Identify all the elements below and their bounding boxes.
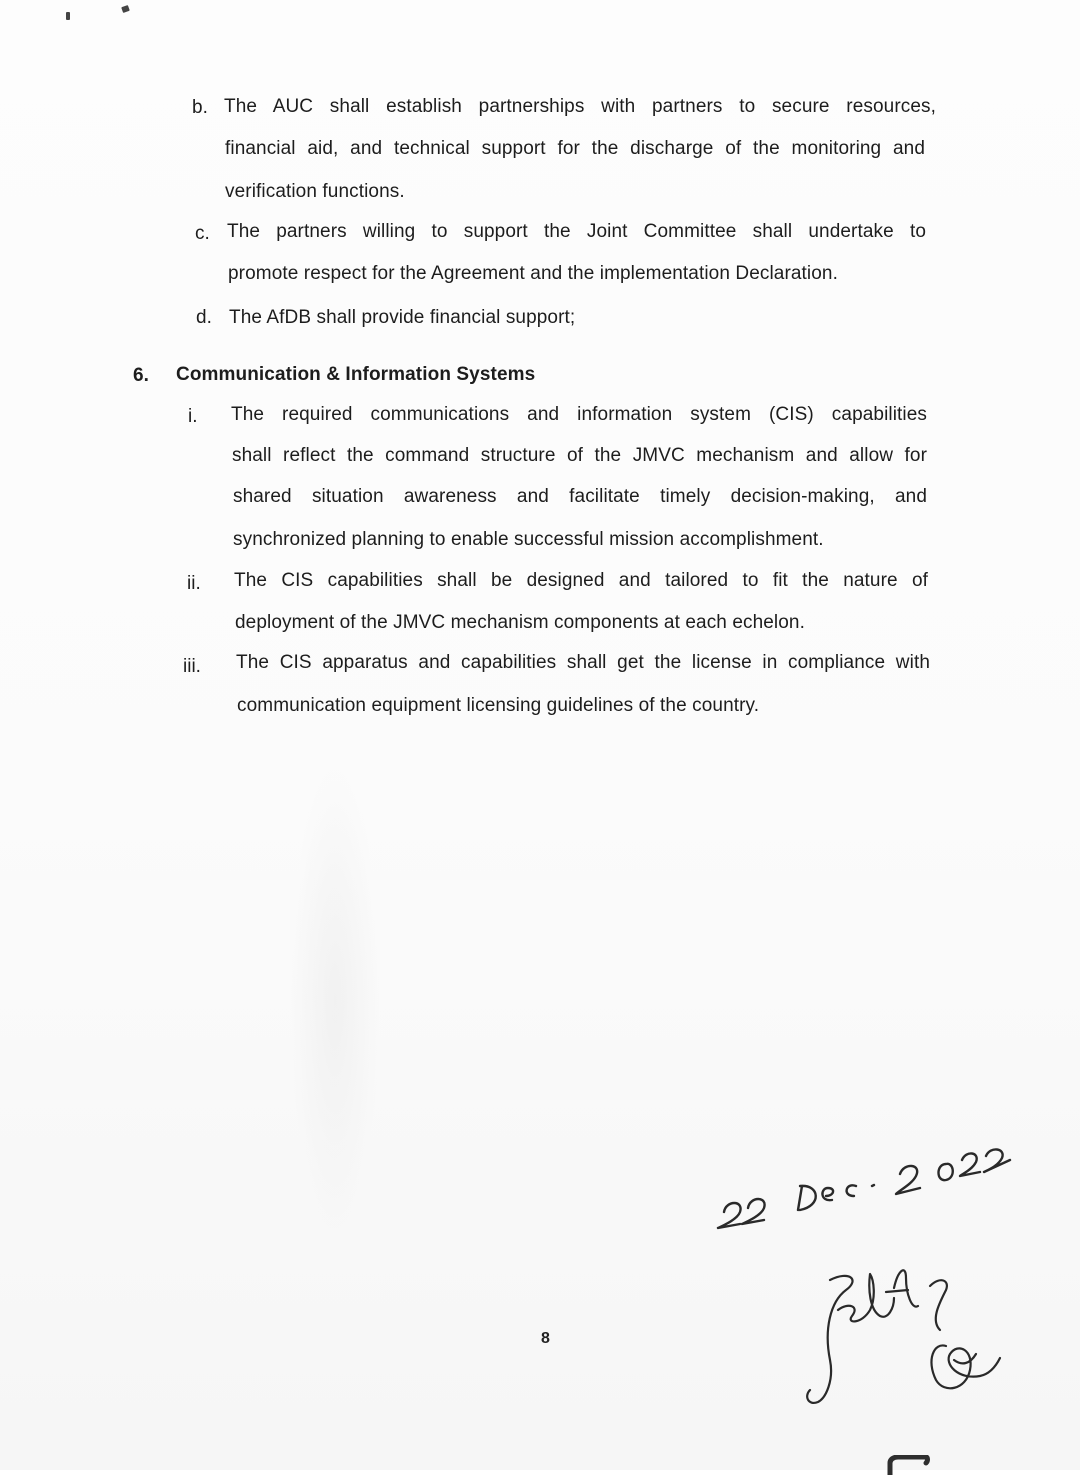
item-i-line-2: shall reflect the command structure of the JMVC mechanism and allow for xyxy=(232,445,927,466)
list-marker-iii: iii. xyxy=(183,656,201,677)
list-marker-i: i. xyxy=(188,406,198,427)
item-i-line-3: shared situation awareness and facilitate timely decision-making, and xyxy=(233,486,927,507)
paper-smudge xyxy=(290,760,380,1240)
item-ii-line-1: The CIS capabilities shall be designed and tailored to fit the nature of xyxy=(234,570,928,591)
item-ii-line-2: deployment of the JMVC mechanism components at each echelon. xyxy=(235,612,805,633)
cropped-logo-fragment xyxy=(886,1455,930,1475)
list-marker-c: c. xyxy=(195,223,210,244)
item-b-line-2: financial aid, and technical support for the discharge of the monitoring and xyxy=(225,138,925,159)
scan-mark-left xyxy=(66,12,70,20)
item-c-line-1: The partners willing to support the Joint Committee shall undertake to xyxy=(227,221,926,242)
item-c-line-2: promote respect for the Agreement and the implementation Declaration. xyxy=(228,263,838,284)
item-b-line-3: verification functions. xyxy=(225,181,405,202)
section-heading: Communication & Information Systems xyxy=(176,364,536,385)
scan-mark-right xyxy=(121,5,130,13)
signature-mark xyxy=(790,1250,1020,1420)
list-marker-ii: ii. xyxy=(187,573,201,594)
page-number: 8 xyxy=(541,1330,550,1347)
item-iii-line-2: communication equipment licensing guidelines of the country. xyxy=(237,695,760,716)
section-number: 6. xyxy=(133,365,149,386)
item-i-line-4: synchronized planning to enable successful mission accomplishment. xyxy=(233,529,824,550)
item-i-line-1: The required communications and information system (CIS) capabilities xyxy=(231,404,927,425)
list-marker-d: d. xyxy=(196,307,212,328)
handwritten-date xyxy=(710,1130,1030,1230)
item-iii-line-1: The CIS apparatus and capabilities shall get the license in compliance with xyxy=(236,652,930,673)
item-d-line-1: The AfDB shall provide financial support; xyxy=(229,307,576,328)
item-b-line-1: The AUC shall establish partnerships with partners to secure resources, xyxy=(224,96,936,117)
list-marker-b: b. xyxy=(192,97,208,118)
